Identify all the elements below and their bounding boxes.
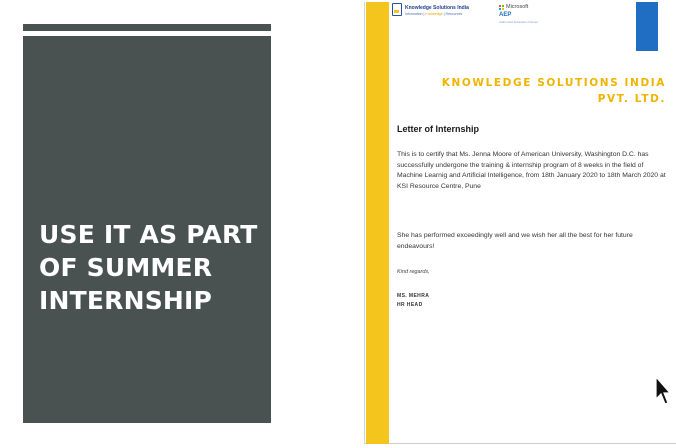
- mouse-pointer-icon: [655, 376, 671, 406]
- letter-title: Letter of Internship: [397, 124, 480, 134]
- headline-line-3: INTERNSHIP: [39, 286, 213, 315]
- ksi-logo-icon: [392, 3, 402, 16]
- aep-subtitle: Authorized Education Partner: [499, 20, 539, 24]
- logo-company-name: Knowledge Solutions India: [405, 5, 469, 11]
- signatory-role: HR HEAD: [397, 302, 423, 308]
- microsoft-logo-icon: [499, 5, 504, 10]
- company-line-2: PVT. LTD.: [597, 93, 666, 105]
- company-heading: [436, 75, 666, 107]
- letter-paragraph-2: She has performed exceedingly well and we wish her all the best for her future endeavours!: [397, 232, 633, 250]
- letter-yellow-stripe: [366, 2, 389, 444]
- headline-line-2: OF SUMMER: [39, 253, 213, 282]
- letter-regards: Kind regards,: [397, 269, 430, 275]
- signatory-name: MS. MEHRA: [397, 293, 430, 299]
- internship-letter: [364, 2, 676, 444]
- aep-label: AEP: [499, 12, 512, 18]
- logo-tagline: Information | Knowledge | Resources: [405, 12, 463, 16]
- slide-headline: [39, 218, 269, 317]
- slide-top-bar: [23, 24, 271, 31]
- letter-blue-tab: [636, 2, 658, 51]
- microsoft-label: Microsoft: [506, 4, 529, 10]
- letter-paragraph-1: This is to certify that Ms. Jenna Moore of American University, Washington D.C. has successfully undergone the training & internship program of 8 weeks in the field of Machine Learnig and Artificial Intelligence, from 18th January 2020 to 18th March 2020 at KSI Resource Centre, Pune: [397, 151, 666, 191]
- company-line-1: KNOWLEDGE SOLUTIONS INDIA: [441, 77, 666, 89]
- headline-line-1: USE IT AS PART: [39, 220, 258, 249]
